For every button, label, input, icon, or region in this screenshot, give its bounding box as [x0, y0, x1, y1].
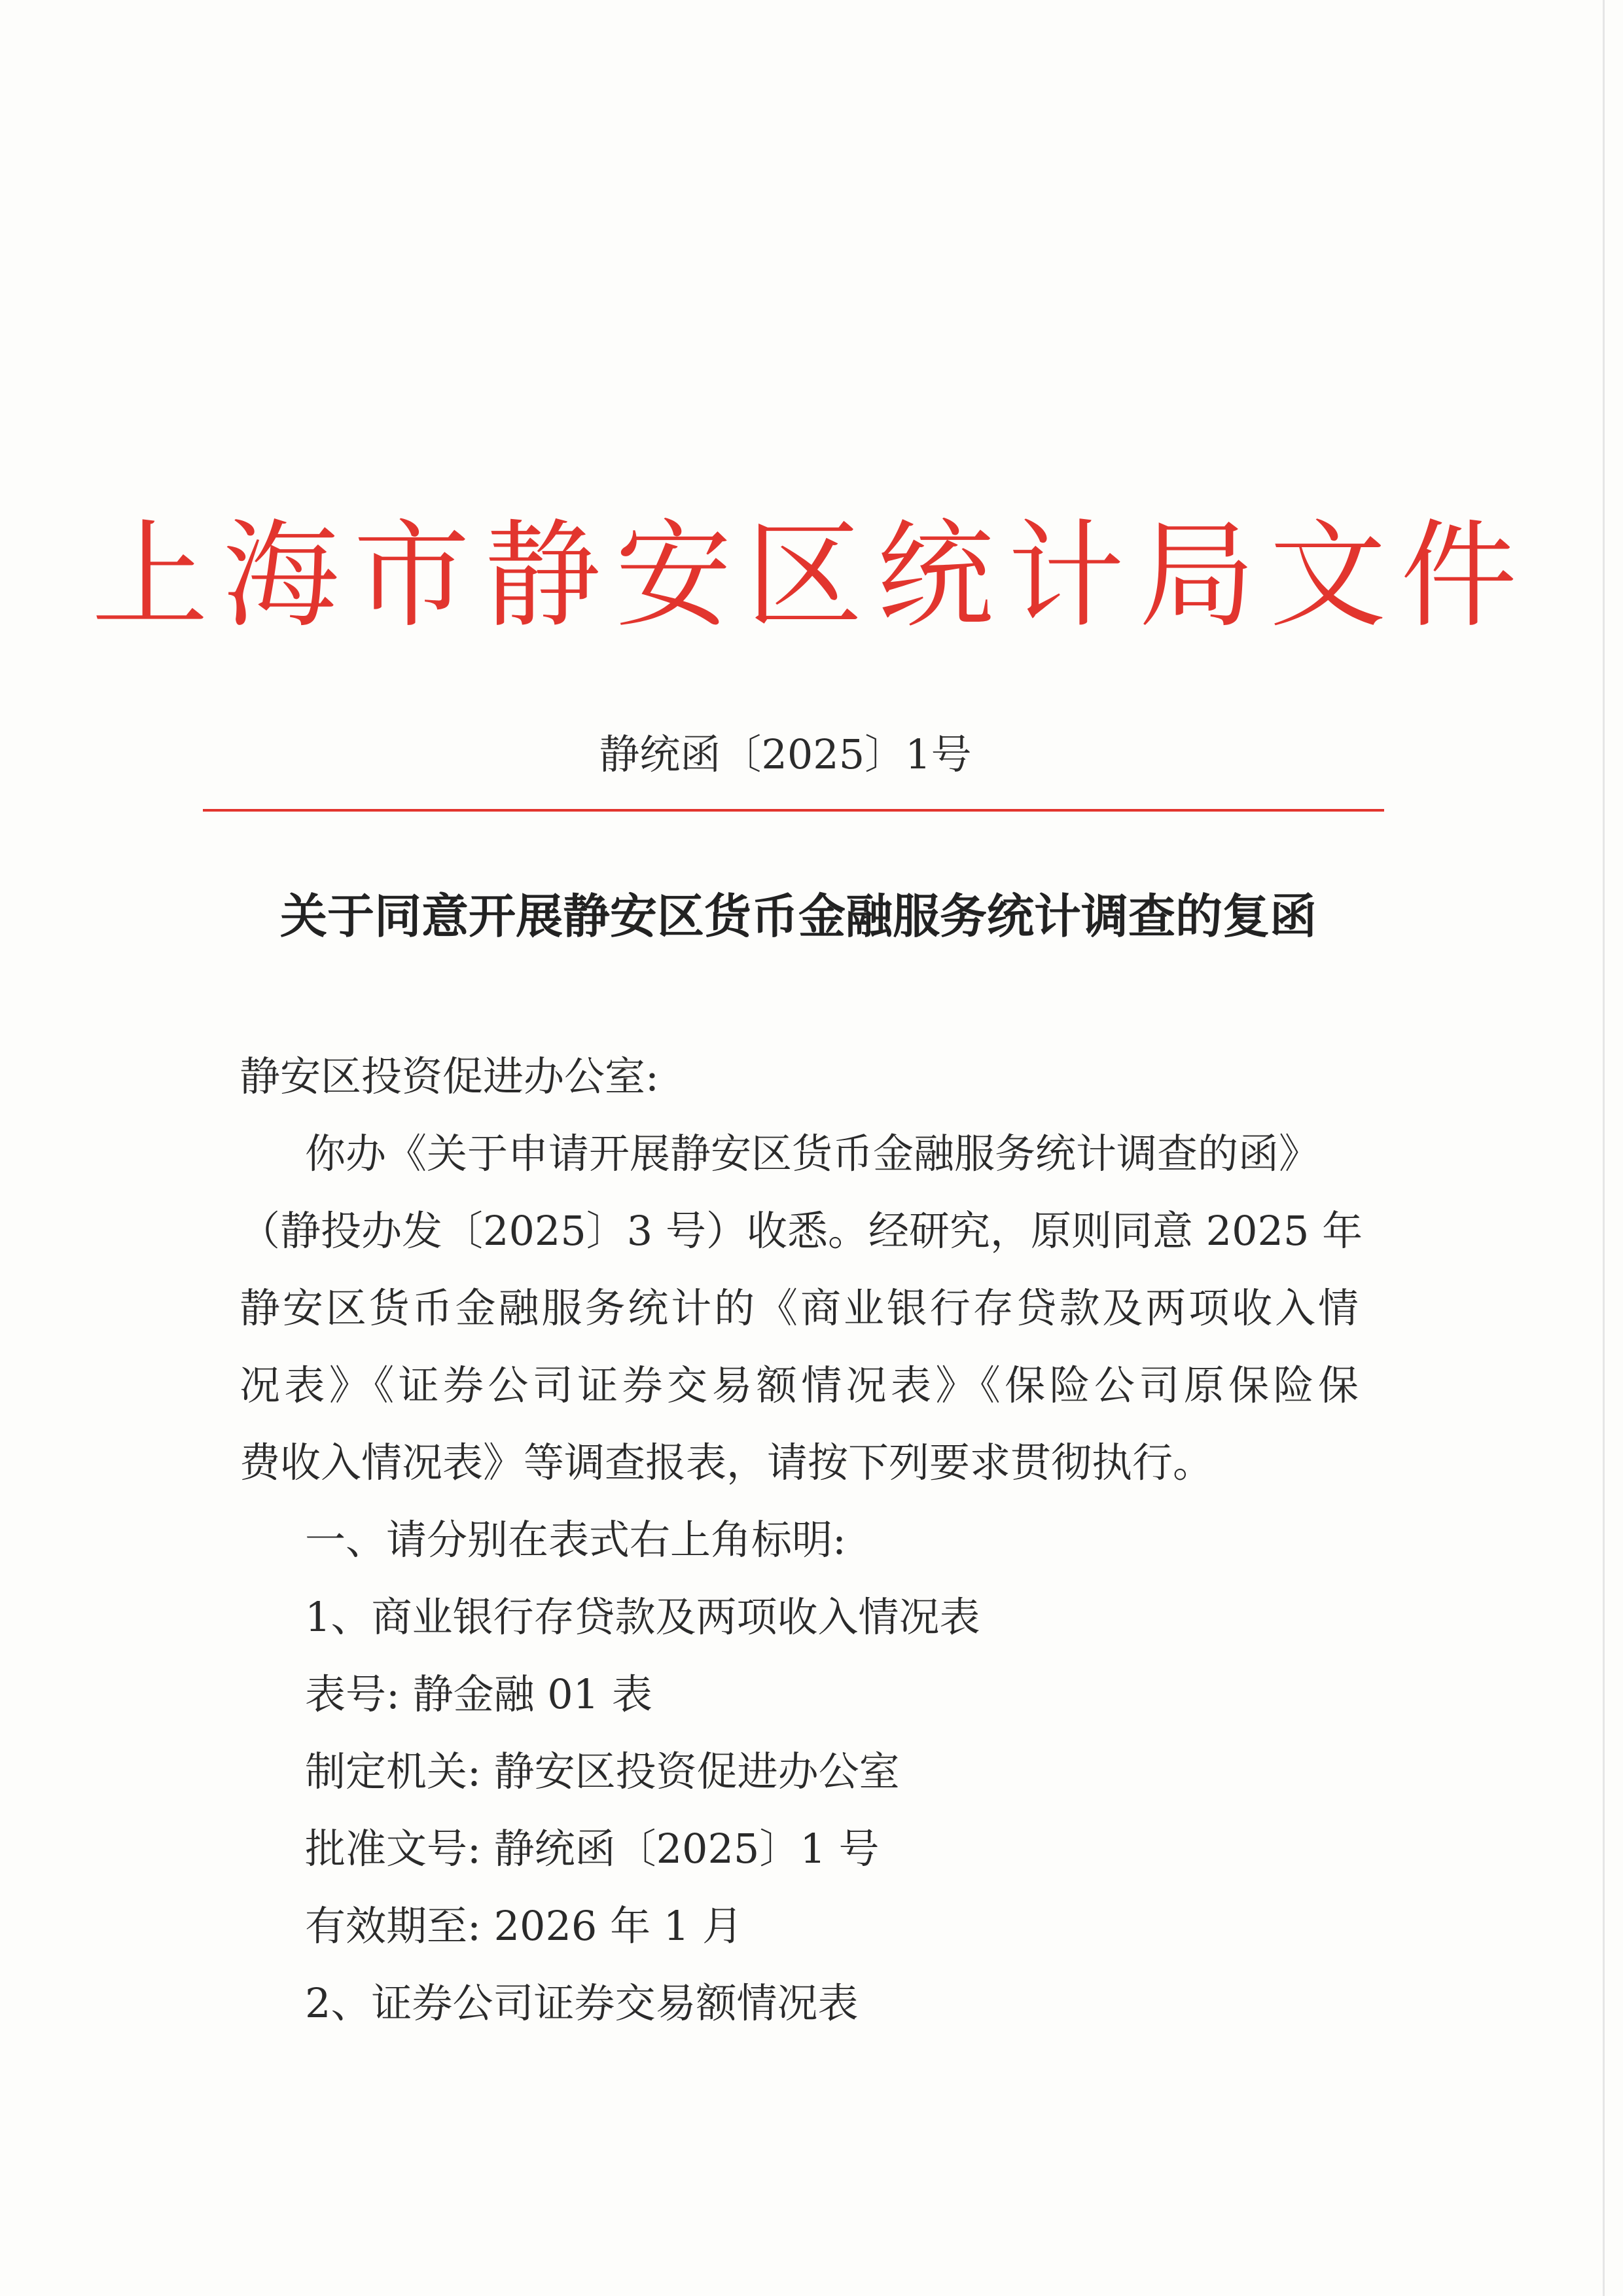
paragraph-line: 费收入情况表》等调查报表，请按下列要求贯彻执行。 [240, 1439, 1214, 1486]
item-1-name: 1、商业银行存贷款及两项收入情况表 [305, 1593, 980, 1641]
org-header-title: 上海市静安区统计局文件 [92, 508, 1531, 643]
paragraph-line: 你办《关于申请开展静安区货币金融服务统计调查的函》 [305, 1130, 1320, 1177]
section-heading: 一、请分别在表式右上角标明: [305, 1516, 846, 1564]
item-1-approval-no: 批准文号: 静统函〔2025〕1 号 [305, 1825, 880, 1873]
paragraph-line: 静安区货币金融服务统计的《商业银行存贷款及两项收入情 [240, 1284, 1359, 1332]
item-1-table-no: 表号: 静金融 01 表 [305, 1670, 652, 1718]
document-number: 静统函〔2025〕1号 [599, 730, 972, 778]
recipient-line: 静安区投资促进办公室: [240, 1052, 659, 1100]
item-1-valid-until: 有效期至: 2026 年 1 月 [305, 1902, 743, 1950]
red-divider [203, 809, 1384, 812]
paragraph-line: 况表》《证券公司证券交易额情况表》《保险公司原保险保 [240, 1361, 1359, 1409]
item-2-name: 2、证券公司证券交易额情况表 [305, 1979, 859, 2027]
document-title: 关于同意开展静安区货币金融服务统计调查的复函 [279, 889, 1317, 944]
document-body [240, 1038, 1363, 2042]
paragraph-line: （静投办发〔2025〕3 号）收悉。经研究，原则同意 2025 年 [240, 1207, 1363, 1255]
scan-edge-line [1603, 0, 1605, 2296]
item-1-authority: 制定机关: 静安区投资促进办公室 [305, 1748, 900, 1795]
